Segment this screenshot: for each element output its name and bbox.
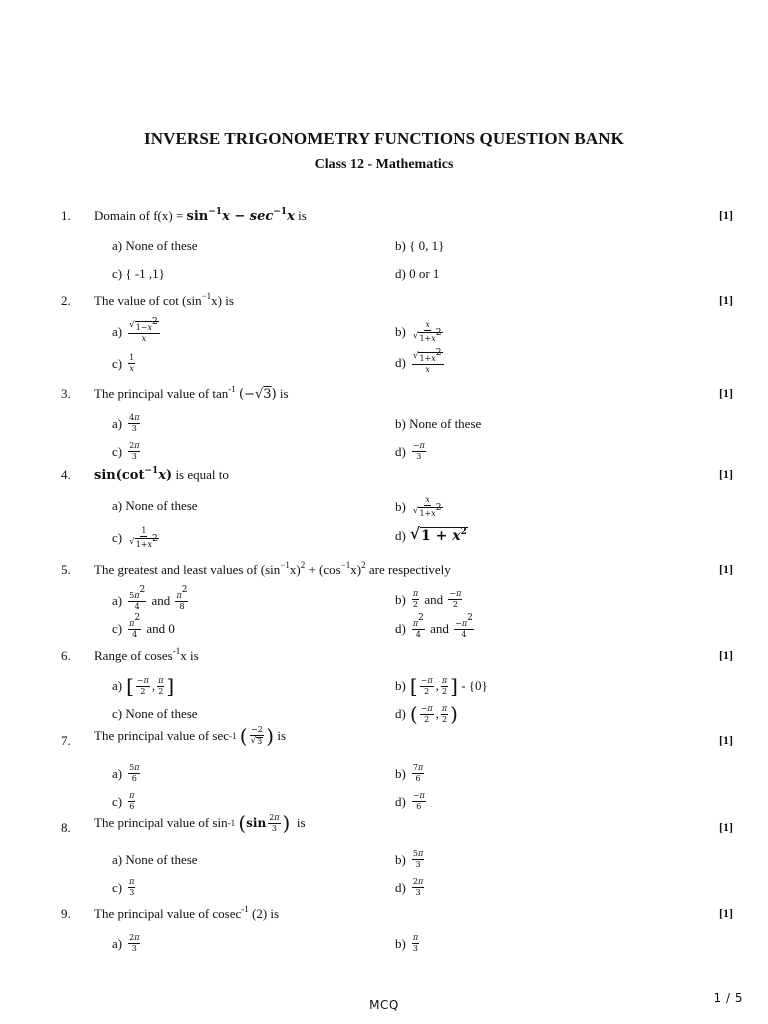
option-a: a) $\frac{5\pi}{6}$ [112,763,140,783]
marks-label: [1] [719,733,733,747]
option-d: d) $\frac{-\pi}{3}$ [395,441,425,461]
question-number: 3. [61,386,71,401]
option-b: b) $\frac{7\pi}{6}$ [395,763,424,783]
question-text: Range of coses$^{-1}$x is [94,646,199,663]
option-b: b) None of these [395,416,482,431]
option-a: a) $\frac{5\pi^2}{4}$ and $\frac{\pi^2}{8}$ [112,585,188,611]
option-a: a) $\frac{2\pi}{3}$ [112,933,140,953]
option-a: a) $\frac{4\pi}{3}$ [112,413,140,433]
marks-label: [1] [719,208,733,222]
question-number: 7. [61,733,71,748]
document-title: INVERSE TRIGONOMETRY FUNCTIONS QUESTION BANK [144,129,624,148]
question-text: The principal value of $\tan^{-1} (-√3)$ is [94,384,289,402]
question-text [94,208,307,224]
marks-label: [1] [719,820,733,834]
option-d: d) √ $1 + x^2$ [395,525,467,544]
option-d: d) $\frac{2\pi}{3}$ [395,877,424,897]
question-text: The principal value of sin -1 ( sin $\frac{2\pi}{3}$ ) is [94,811,306,835]
option-d: d) $\frac{-\pi}{6}$ [395,791,425,811]
option-c: c) $\frac{\pi}{6}$ [112,791,135,811]
question-text: The value of $\cot (\sin^{-1}x)$ is [94,291,234,308]
option-d: d) 0 or 1 [395,266,440,281]
question-text: The greatest and least values of $(\sin^{-1}x)^2 + (\cos^{-1}x)^2$ are respectively [94,560,451,577]
question-text-suffix: is [294,208,307,223]
marks-label: [1] [719,467,733,481]
option-a: a) None of these [112,852,198,867]
question-number: 4. [61,467,71,482]
question-number: 5. [61,562,71,577]
option-c: c) $\frac{2\pi}{3}$ [112,441,140,461]
question-math: $\sin^{-1}x - \sec^{-1}x$ [186,207,295,224]
option-c: c) $\frac{\pi}{3}$ [112,877,135,897]
option-c: c) { -1 ,1} [112,266,165,281]
marks-label: [1] [719,293,733,307]
option-b: b) [ $\frac{-\pi}{2}$ , $\frac{\pi}{2}$ ] - {0} [395,674,488,698]
option-b: b) $\frac{5\pi}{3}$ [395,849,424,869]
option-c: c) $\frac{\pi^2}{4}$ and 0 [112,613,175,639]
marks-label: [1] [719,386,733,400]
option-d: d) $\frac{\pi^2}{4}$ and $\frac{-\pi^2}{4}$ [395,613,473,639]
option-c: c) $\frac{1}{x}$ [112,353,135,373]
question-number: 1. [61,208,71,223]
question-text: The principal value of cosec$^{-1}$ (2) is [94,904,280,921]
question-number: 9. [61,906,71,921]
option-a: a) √ $1-x^2$ x [112,317,158,343]
question-text: $\sin(\cot^{-1}x)$ is equal to [94,466,229,483]
document-subtitle: Class 12 - Mathematics [314,157,454,172]
option-a: a) [ $\frac{-\pi}{2}$ , $\frac{\pi}{2}$ ] [112,674,175,698]
option-a: a) None of these [112,498,198,513]
marks-label: [1] [719,648,733,662]
option-c: c) 1 √ $1+x^2$ [112,526,158,549]
option-b: b) { 0, 1} [395,238,445,253]
option-b: b) $\frac{\pi}{2}$ and $\frac{-\pi}{2}$ [395,589,462,609]
marks-label: [1] [719,906,733,920]
option-b: b) x √ $1+x^2$ [395,320,442,343]
option-a: a) None of these [112,238,198,253]
option-c: c) None of these [112,706,198,721]
option-b: b) $\frac{\pi}{3}$ [395,933,419,953]
page-number: 1 / 5 [713,991,743,1005]
question-number: 8. [61,820,71,835]
question-number: 2. [61,293,71,308]
option-d: d) √ $1+x^2$ x [395,348,442,374]
option-b: b) x √ $1+x^2$ [395,495,442,518]
question-text-prefix: Domain of f(x) = [94,208,187,223]
option-d: d) ( $\frac{-\pi}{2}$ , $\frac{\pi}{2}$ ) [395,702,458,726]
footer-label: MCQ [369,998,399,1012]
marks-label: [1] [719,562,733,576]
question-text: The principal value of sec -1 ( −2 √ 3 ) is [94,724,286,748]
question-number: 6. [61,648,71,663]
